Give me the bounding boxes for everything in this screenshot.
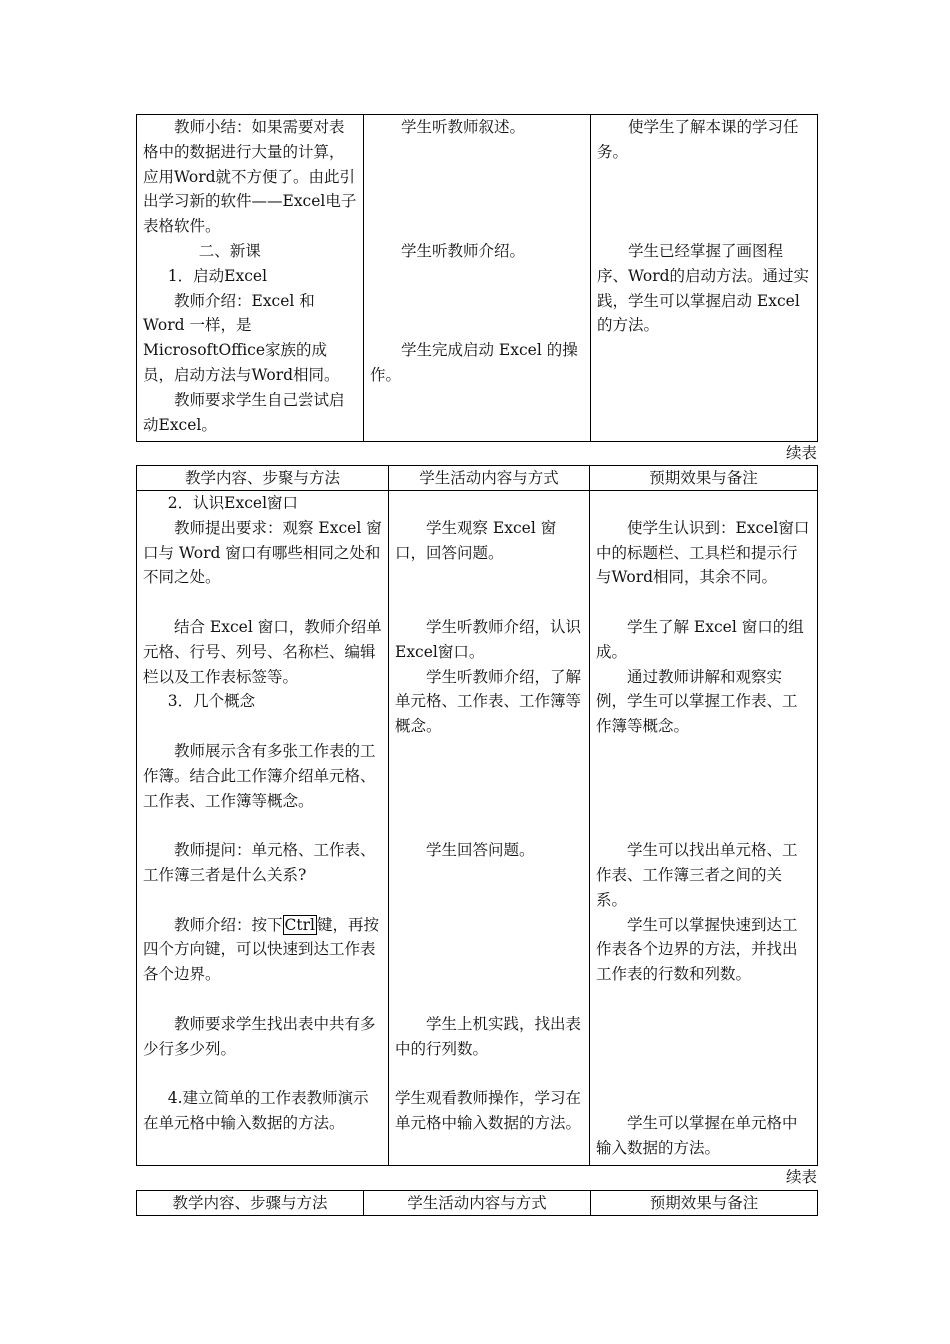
activity-learn-concepts: 学生听教师介绍，了解单元格、工作表、工作簿等概念。	[395, 667, 582, 736]
header-effect-3: 预期效果与备注	[591, 1191, 818, 1216]
activity-listen-narration: 学生听教师叙述。	[401, 118, 526, 136]
teacher-intro-ctrl: 教师介绍：按下 Ctrl 键，再按四个方向键，可以快速到达工作表各个边界。	[143, 915, 379, 984]
lesson-table-1	[136, 114, 818, 442]
lesson-table-3	[136, 1190, 818, 1216]
step-know-window: 2．认识Excel窗口	[167, 494, 299, 512]
teacher-intro-cells: 结合 Excel 窗口，教师介绍单元格、行号、列号、名称栏、编辑栏以及工作表标签等。	[143, 617, 382, 686]
teacher-intro-excel: 教师介绍：Excel 和 Word 一样，是MicrosoftOffice家族的成员，启动方法与Word相同。	[143, 291, 340, 384]
header-content-3: 教学内容、步骤与方法	[137, 1191, 364, 1216]
table2-activity-cell	[389, 491, 590, 1166]
effect-master-start: 学生已经掌握了画图程序、Word的启动方法。通过实践，学生可以掌握启动 Excel 的方法。	[597, 241, 810, 335]
activity-answer: 学生回答问题。	[426, 841, 535, 860]
teacher-show-workbook: 教师展示含有多张工作表的工作簿。结合此工作簿介绍单元格、工作表、工作簿等概念。	[143, 741, 376, 810]
header-effect: 预期效果与备注	[590, 466, 818, 491]
effect-understand-task: 使学生了解本课的学习任务。	[597, 118, 799, 161]
effect-input-data: 学生可以掌握在单元格中输入数据的方法。	[596, 1113, 798, 1157]
activity-watch-demo: 学生观看教师操作，学习在单元格中输入数据的方法。	[395, 1089, 582, 1132]
teacher-request-start: 教师要求学生自己尝试启动Excel。	[143, 390, 345, 434]
header-activity: 学生活动内容与方式	[389, 466, 590, 491]
teacher-request-count: 教师要求学生找出表中共有多少行多少列。	[143, 1014, 376, 1058]
activity-start-excel: 学生完成启动 Excel 的操作。	[370, 341, 578, 384]
ctrl-key-box: Ctrl	[284, 915, 315, 934]
activity-listen-intro: 学生听教师介绍。	[401, 241, 526, 260]
continued-label: 续表	[785, 444, 817, 462]
table1-effect-cell	[591, 115, 818, 442]
activity-practice: 学生上机实践，找出表中的行列数。	[395, 1014, 582, 1058]
teacher-question-relation: 教师提问：单元格、工作表、工作簿三者是什么关系?	[143, 841, 376, 884]
header-content: 教学内容、步聚与方法	[137, 466, 389, 491]
header-activity-3: 学生活动内容与方式	[364, 1191, 591, 1216]
table1-activity-cell	[364, 115, 591, 442]
step-start-excel: 1．启动Excel	[167, 266, 268, 285]
table1-content-cell	[137, 115, 364, 442]
step-concepts: 3．几个概念	[167, 692, 256, 711]
teacher-summary: 教师小结：如果需要对表格中的数据进行大量的计算，应用Word就不方便了。由此引出学习新的软件——Excel电子表格软件。	[143, 118, 357, 236]
table2-effect-cell	[590, 491, 818, 1166]
effect-recognize-window: 使学生认识到：Excel窗口中的标题栏、工具栏和提示行与Word相同，其余不同。	[596, 518, 810, 587]
table2-content-cell	[137, 491, 389, 1166]
continued-label-2: 续表	[785, 1168, 817, 1186]
section-new-lesson: 二、新课	[198, 241, 261, 260]
teacher-request-observe: 教师提出要求：观察 Excel 窗口与 Word 窗口有哪些相同之处和不同之处。	[143, 518, 382, 587]
lesson-table-2	[136, 465, 818, 1166]
step-build-sheet: 4.建立简单的工作表教师演示在单元格中输入数据的方法。	[143, 1089, 369, 1132]
effect-fast-navigate: 学生可以掌握快速到达工作表各个边界的方法，并找出工作表的行数和列数。	[596, 915, 798, 984]
effect-master-concepts: 通过教师讲解和观察实例，学生可以掌握工作表、工作簿等概念。	[596, 667, 798, 736]
activity-know-window: 学生听教师介绍，认识Excel窗口。	[395, 617, 582, 661]
effect-window-parts: 学生了解 Excel 窗口的组成。	[596, 617, 804, 661]
activity-observe-window: 学生观察 Excel 窗口，回答问题。	[395, 518, 557, 562]
effect-find-relation: 学生可以找出单元格、工作表、工作簿三者之间的关系。	[596, 841, 798, 909]
